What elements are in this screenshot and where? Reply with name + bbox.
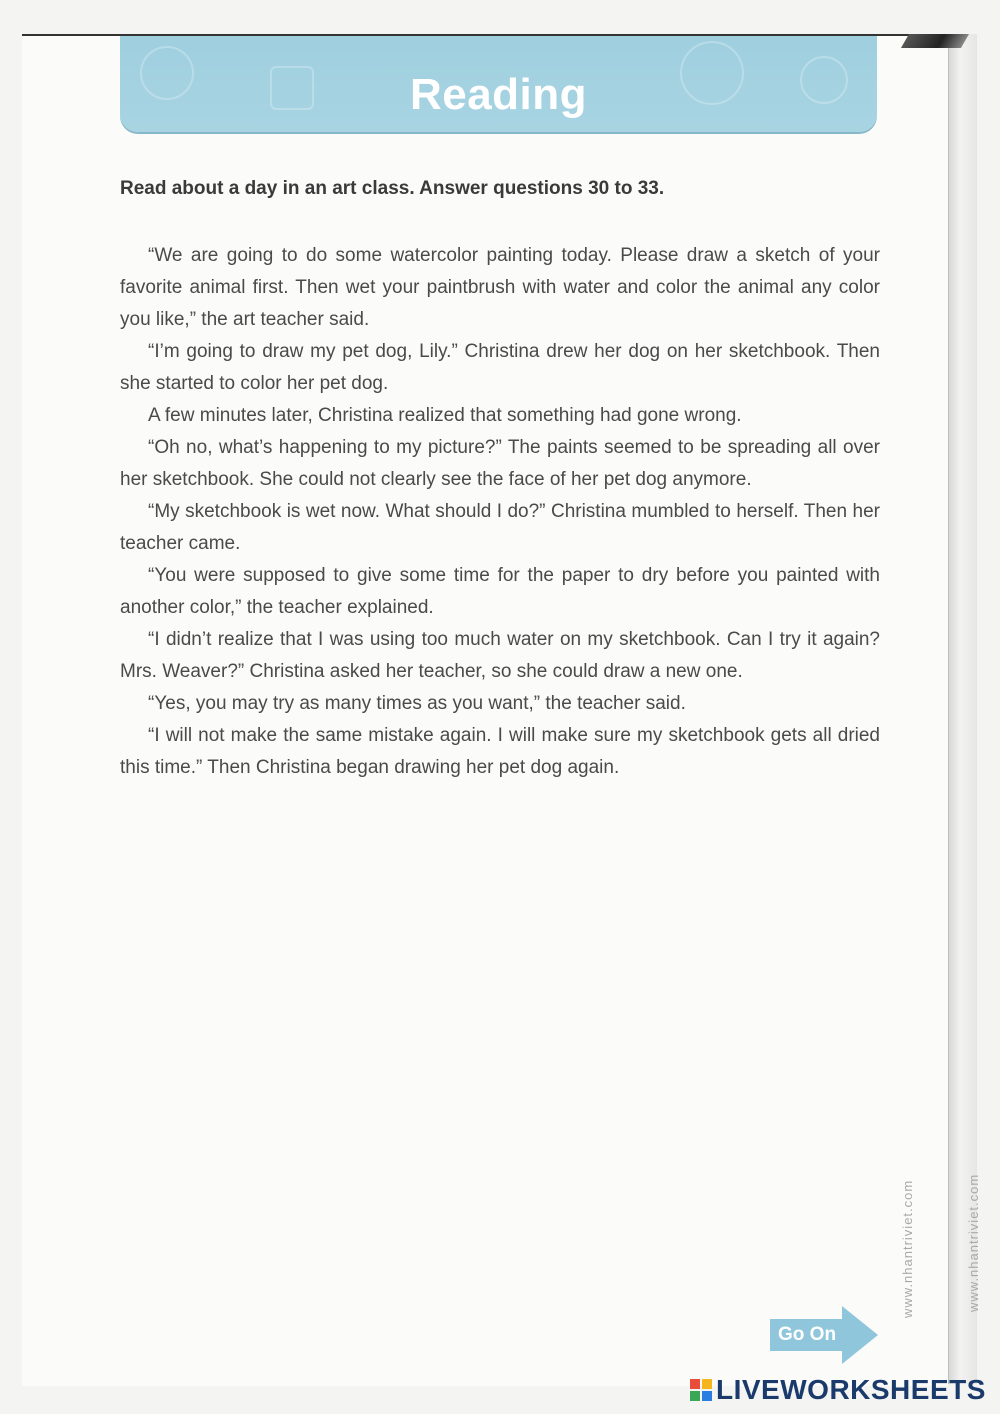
go-on-arrow bbox=[770, 1306, 880, 1364]
story-passage bbox=[120, 240, 880, 784]
page-title: Reading bbox=[409, 70, 588, 119]
story-paragraph: “I’m going to draw my pet dog, Lily.” Christina drew her dog on her sketchbook. Then she started to color her pet dog. bbox=[120, 341, 880, 394]
publisher-watermark: www.nhantriviet.com bbox=[900, 1179, 915, 1318]
story-paragraph: “We are going to do some watercolor painting today. Please draw a sketch of your favorite animal first. Then wet your paintbrush with water and color the animal any color you like,” the art teacher said. bbox=[120, 245, 880, 330]
story-paragraph: “My sketchbook is wet now. What should I do?” Christina mumbled to herself. Then her teacher came. bbox=[120, 501, 880, 554]
story-paragraph: “Oh no, what’s happening to my picture?” The paints seemed to be spreading all over her sketchbook. She could not clearly see the face of her pet dog anymore. bbox=[120, 437, 880, 490]
publisher-watermark-edge: www.nhantriviet.com bbox=[966, 1173, 981, 1312]
story-paragraph: “I will not make the same mistake again. I will make sure my sketchbook gets all dried this time.” Then Christina began drawing her pet dog again. bbox=[120, 725, 880, 778]
footer-brand bbox=[690, 1374, 986, 1406]
page-corner bbox=[901, 34, 969, 48]
story-paragraph: “I didn’t realize that I was using too much water on my sketchbook. Can I try it again? Mrs. Weaver?” Christina asked her teacher, so she could draw a new one. bbox=[120, 629, 880, 682]
go-on-label: Go On bbox=[778, 1324, 837, 1345]
story-paragraph: “Yes, you may try as many times as you want,” the teacher said. bbox=[148, 693, 686, 714]
footer-brand-text: LIVEWORKSHEETS bbox=[716, 1374, 986, 1405]
instruction-text: Read about a day in an art class. Answer questions 30 to 33. bbox=[120, 178, 665, 199]
section-banner bbox=[120, 36, 877, 132]
story-paragraph: “You were supposed to give some time for the paper to dry before you painted with another color,” the teacher explained. bbox=[120, 565, 880, 618]
story-paragraph: A few minutes later, Christina realized that something had gone wrong. bbox=[148, 405, 742, 426]
liveworksheets-logo-icon bbox=[690, 1379, 712, 1401]
